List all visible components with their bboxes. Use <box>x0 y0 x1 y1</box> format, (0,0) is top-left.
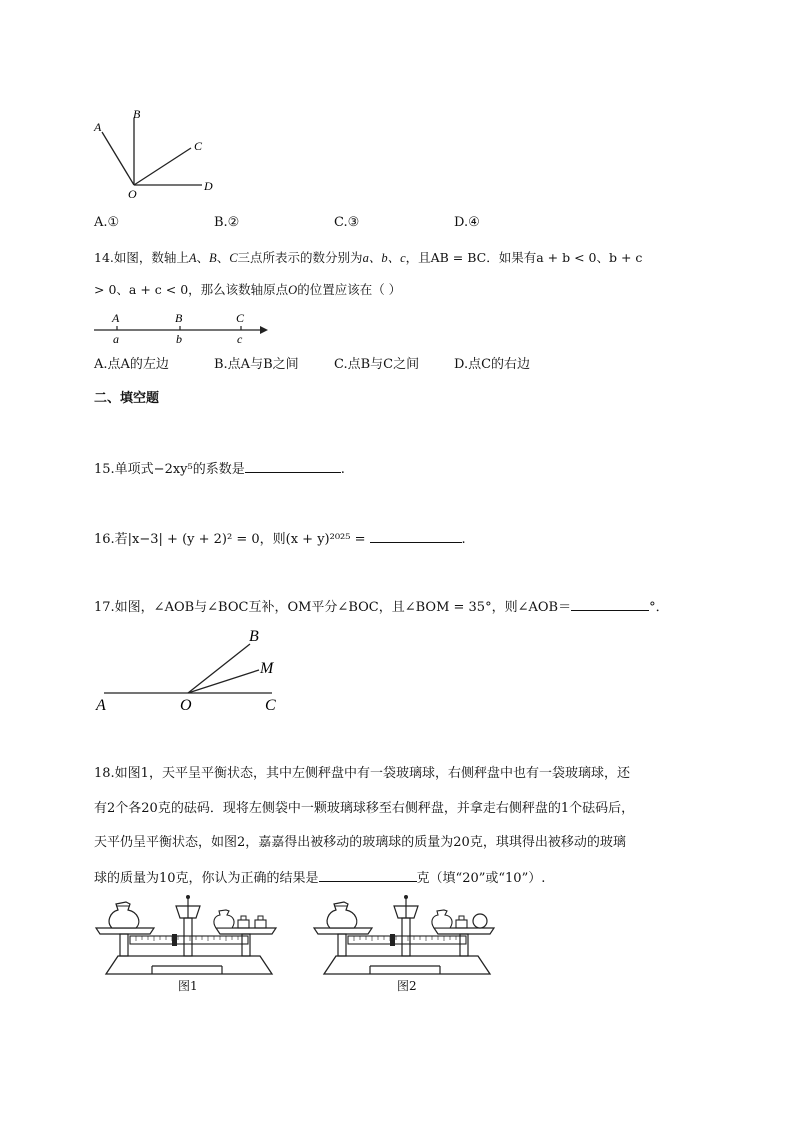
q14-var-c: C <box>229 251 238 265</box>
axis-label-C: C <box>236 311 245 325</box>
q14-cond: ，且AB = BC．如果有a + b < 0、b + c <box>405 250 643 265</box>
q14-option-c: C.点B与C之间 <box>334 357 420 372</box>
q17 <box>94 598 669 614</box>
figure-2-caption: 图2 <box>397 979 417 993</box>
q18-line2: 有2个各20克的砝码．现将左侧袋中一颗玻璃球移至右侧秤盘，并拿走右侧秤盘的1个砝码后， <box>94 801 635 816</box>
q14-var-b: B <box>209 251 217 265</box>
q17-label-A: A <box>96 697 106 714</box>
q13-option-d: D.④ <box>454 215 480 230</box>
q18-line3: 天平仍呈平衡状态，如图2，嘉嘉得出被移动的玻璃球的质量为20克，琪琪得出被移动的玻璃 <box>94 835 626 850</box>
q13-option-b: B.② <box>214 215 240 230</box>
axis-label-B: B <box>175 311 183 325</box>
angle-figure-q17 <box>92 624 292 716</box>
q14-sep1: 、 <box>196 250 210 265</box>
q18-line4-post: 克（填“20”或“10”）. <box>416 871 546 886</box>
number-line-q14 <box>90 308 270 348</box>
q15 <box>94 460 345 476</box>
q14-line1 <box>94 252 642 265</box>
angle-figure-q13 <box>88 104 228 199</box>
q17-label-O: O <box>180 697 192 714</box>
figure-1-caption: 图1 <box>178 979 198 993</box>
q17-label-C: C <box>265 697 276 714</box>
q16-text: 16.若|x−3| + (y + 2)² = 0，则(x + y)²⁰²⁵ = <box>94 532 366 547</box>
axis-value-c: c <box>237 332 243 346</box>
q14-origin: O <box>288 283 298 297</box>
q17-text: 17.如图，∠AOB与∠BOC互补，OM平分∠BOC，且∠BOM = 35°，则∠AOB＝ <box>94 600 572 615</box>
q16 <box>94 530 466 546</box>
q16-answer-blank[interactable] <box>370 530 462 543</box>
q17-end: °． <box>649 600 669 615</box>
q14-var-a: A <box>188 251 197 265</box>
q18-line4-pre: 球的质量为10克，你认为正确的结果是 <box>94 871 319 886</box>
q14-option-d: D.点C的右边 <box>454 357 531 372</box>
q13-option-a: A.① <box>94 215 120 230</box>
q18-answer-blank[interactable] <box>319 869 417 882</box>
q18-line4 <box>94 869 545 885</box>
q14-option-a: A.点A的左边 <box>94 357 169 372</box>
section-heading: 二、填空题 <box>94 391 160 406</box>
axis-value-a: a <box>113 332 119 346</box>
q16-end: . <box>461 532 466 547</box>
label-C: C <box>194 139 203 153</box>
q13-option-c: C.③ <box>334 215 360 230</box>
label-B: B <box>133 107 141 121</box>
q14-sep2: 、 <box>216 250 230 265</box>
q15-text: 15.单项式−2xy⁵的系数是 <box>94 462 245 477</box>
q14-mid: 三点所表示的数分别为 <box>237 250 363 265</box>
label-A: A <box>94 120 102 134</box>
q14-prefix: 14.如图，数轴上 <box>94 250 189 265</box>
label-D: D <box>204 179 213 193</box>
q14-line2-end: 的位置应该在（ ） <box>297 282 402 297</box>
q18-line1: 18.如图1，天平呈平衡状态，其中左侧秤盘中有一袋玻璃球，右侧秤盘中也有一袋玻璃球，还 <box>94 766 630 781</box>
q17-label-M: M <box>260 660 274 677</box>
label-O: O <box>128 187 137 199</box>
axis-label-A: A <box>112 311 120 325</box>
q14-line2-text: > 0、a + c < 0，那么该数轴原点 <box>94 282 289 297</box>
q15-answer-blank[interactable] <box>245 460 341 473</box>
q17-answer-blank[interactable] <box>571 598 649 611</box>
q14-vals: a、b、c <box>362 251 406 265</box>
q15-end: . <box>340 462 345 477</box>
axis-value-b: b <box>176 332 182 346</box>
q17-label-B: B <box>249 628 259 645</box>
q14-option-b: B.点A与B之间 <box>214 357 299 372</box>
q14-line2 <box>94 284 401 297</box>
